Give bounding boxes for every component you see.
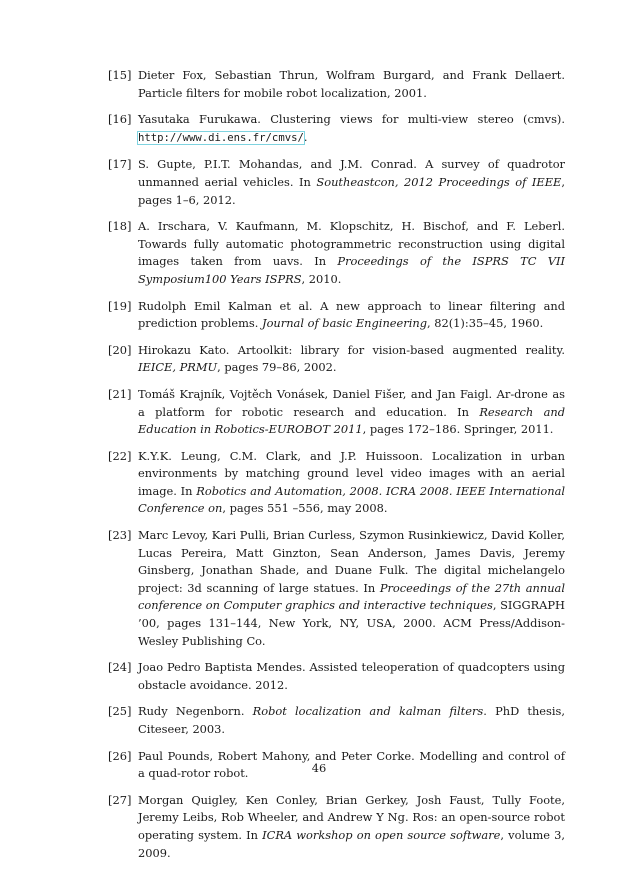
reference-number: [26] [108,748,132,763]
reference-text [138,703,565,738]
reference-entry [108,659,565,694]
reference-venue-italic: Research and Education in Robotics-EUROBOT 2011 [138,404,565,437]
bibliography-list [108,67,565,871]
reference-number: [22] [108,448,132,463]
reference-venue-italic: Proceedings of the ISPRS TC VII Symposium100 Years ISPRS [138,254,566,286]
reference-number: [24] [108,660,132,675]
reference-text-segment: Yasutaka Furukawa. Clustering views for multi-view stereo (cmvs). [138,112,565,127]
reference-entry [108,156,565,209]
reference-number: [18] [108,219,132,234]
reference-number: [20] [108,342,132,357]
reference-text [138,67,565,102]
reference-number: [23] [108,528,132,543]
reference-text-segment: . PhD thesis, Citeseer, 2003. [138,704,566,736]
reference-text-segment: Rudy Negenborn. [138,704,253,719]
reference-venue-italic: IEICE, PRMU [138,360,218,375]
reference-text-segment: , pages 551 –556, may 2008. [222,501,388,516]
reference-text-segment: , pages 1–6, 2012. [138,174,565,207]
reference-venue-italic: Journal of basic Engineering [262,316,427,331]
reference-text-segment: , pages 172–186. Springer, 2011. [362,422,554,437]
reference-text-segment: , volume 3, 2009. [138,827,566,860]
page-number: 46 [311,761,327,775]
reference-text [138,386,565,439]
reference-venue-italic: Robot localization and kalman filters [252,704,484,719]
reference-number: [19] [108,298,132,313]
reference-number: [15] [108,68,132,82]
reference-text-segment: , SIGGRAPH ’00, pages 131–144, New York, NY, USA, 2000. ACM Press/Addison-Wesley Publishing Co. [138,598,565,648]
reference-text-segment: Tomáš Krajník, Vojtěch Vonásek, Daniel Fišer, and Jan Faigl. Ar-drone as a platform for robotic research and education. In [138,386,565,419]
reference-entry [108,792,565,862]
reference-text-segment: Joao Pedro Baptista Mendes. Assisted teleoperation of quadcopters using obstacle avoidance. 2012. [138,660,565,692]
reference-text [138,156,565,209]
reference-number: [21] [108,386,132,401]
reference-text-segment: Dieter Fox, Sebastian Thrun, Wolfram Burgard, and Frank Dellaert. Particle filters for mobile robot localization, 2001. [138,68,565,100]
reference-entry [108,298,565,333]
reference-venue-italic: Southeastcon, 2012 Proceedings of IEEE [316,174,562,189]
reference-text [138,792,565,862]
reference-text [138,342,565,377]
reference-venue-italic: Robotics and Automation, 2008. ICRA 2008. IEEE International Conference on [138,483,566,516]
reference-text [138,527,565,650]
reference-entry [108,67,565,102]
reference-text-segment: Marc Levoy, Kari Pulli, Brian Curless, Szymon Rusinkiewicz, David Koller, Lucas Pereira, Matt Ginzton, Sean Anderson, James Davis, Jeremy Ginsberg, Jonathan Shade, and Duane Fulk. The digital michelangelo project: 3d scanning of large statues. In [138,528,565,595]
reference-text-segment: . [303,129,308,144]
reference-text-segment: , 82(1):35–45, 1960. [426,316,544,331]
reference-text [138,218,565,288]
reference-entry [108,218,565,288]
reference-text-segment: , pages 79–86, 2002. [217,360,337,375]
reference-text-segment: , 2010. [301,271,342,286]
reference-entry [108,703,565,738]
reference-text-segment: A. Irschara, V. Kaufmann, M. Klopschitz, H. Bischof, and F. Leberl. Towards fully automatic photogrammetric reconstruction using digital images taken from uavs. In [138,219,565,269]
reference-venue-italic: ICRA workshop on open source software [262,827,501,842]
reference-number: [25] [108,704,132,719]
reference-text [138,448,565,518]
reference-number: [27] [108,792,132,807]
reference-text [138,111,565,147]
reference-url-link[interactable]: http://www.di.ens.fr/cmvs/ [138,131,304,144]
reference-number: [17] [108,157,132,172]
reference-entry [108,342,565,377]
reference-number: [16] [108,112,132,127]
reference-entry [108,386,565,439]
reference-text-segment: Rudolph Emil Kalman et al. A new approach to linear filtering and prediction problems. [138,298,565,331]
reference-entry [108,448,565,518]
reference-text [138,298,565,333]
reference-entry [108,527,565,650]
reference-venue-italic: Proceedings of the 27th annual conference on Computer graphics and interactive techniques [138,580,565,613]
reference-text-segment: S. Gupte, P.I.T. Mohandas, and J.M. Conrad. A survey of quadrotor unmanned aerial vehicles. In [138,157,565,189]
reference-text [138,659,565,694]
reference-text-segment: Paul Pounds, Robert Mahony, and Peter Corke. Modelling and control of a quad-rotor robot. [138,748,565,781]
reference-text-segment: Morgan Quigley, Ken Conley, Brian Gerkey, Josh Faust, Tully Foote, Jeremy Leibs, Rob Wheeler, and Andrew Y Ng. Ros: an open-source robot operating system. In [138,792,565,842]
reference-text-segment: K.Y.K. Leung, C.M. Clark, and J.P. Huissoon. Localization in urban environments by matching ground level video images with an aerial image. In [138,448,565,498]
reference-text-segment: Hirokazu Kato. Artoolkit: library for vision-based augmented reality. [138,342,565,357]
reference-entry [108,111,565,147]
